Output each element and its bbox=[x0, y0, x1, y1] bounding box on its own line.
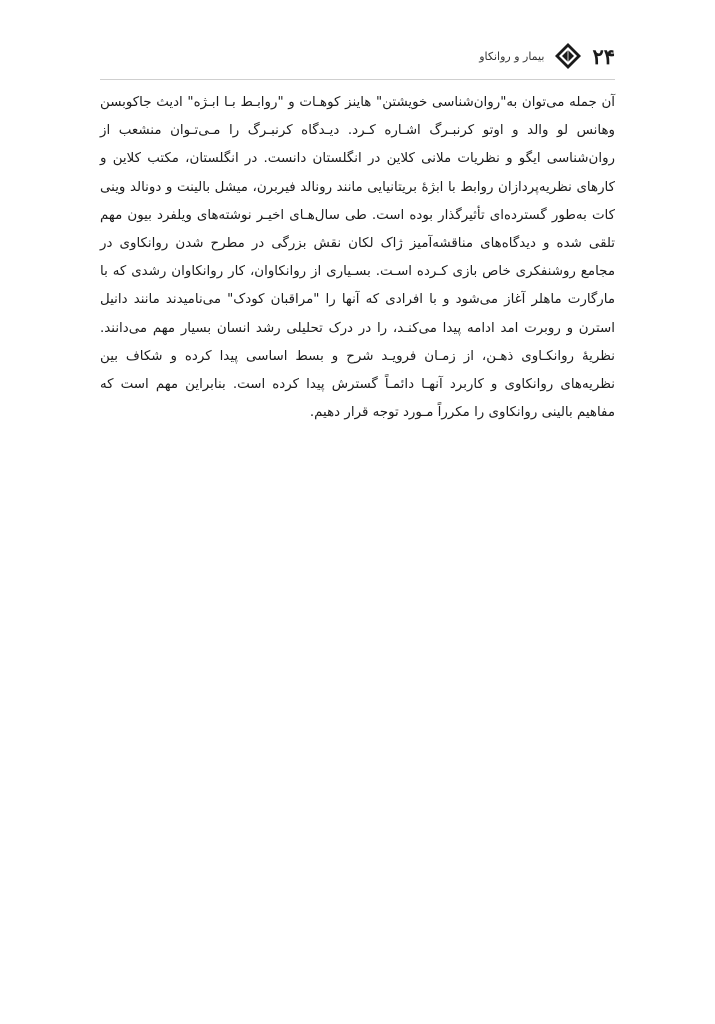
page-number: ۲۴ bbox=[592, 43, 615, 69]
running-title: بیمار و روانکاو bbox=[479, 49, 545, 63]
diamond-ornament-icon bbox=[554, 42, 582, 70]
header-rule bbox=[100, 79, 615, 80]
running-head bbox=[100, 38, 615, 74]
body-paragraph: آن جمله می‌توان به"روان‌شناسی خویشتن" هاینز کوهـات و "روابـط بـا ابـژه" ادیث جاکوبسن وهانس لو والد و اوتو کرنبـرگ اشـاره کـرد. دیـدگاه کرنبـرگ را مـی‌تـوان منشعب از روان‌شناسی ایگو و نظریات ملانی کلاین در انگلستان دانست. در انگلستان، مکتب کلاین و کارهای نظریه‌پردازان روابط با ابژهٔ بریتانیایی مانند رونالد فیربرن، میشل بالینت و دونالد وینی کات به‌طور گسترده‌ای تأثیرگذار بوده است. طی سال‌هـای اخیـر نوشته‌های ویلفرد بیون مهم تلقی شده و دیدگاه‌های مناقشه‌آمیز ژاک لکان نقش بزرگی در مطرح شدن روانکاوی در مجامع روشنفکری خاص بازی کـرده اسـت. بسـیاری از روانکاوان، کار روانکاوان رشدی که با مارگارت ماهلر آغاز می‌شود و با افرادی که آنها را "مراقبان کودک" می‌نامیدند مانند دانیل استرن و روبرت امد ادامه پیدا می‌کنـد، را در درک تحلیلی رشد انسان بسیار مهم می‌دانند. نظریهٔ روانکـاوی ذهـن، از زمـان فرویـد شرح و بسط اساسی پیدا کرده و شکاف بین نظریه‌های روانکاوی و کاربرد آنهـا دائمـاً گسترش پیدا کرده است. بنابراین مهم است که مفاهیم بالینی روانکاوی را مکرراً مـورد توجه قرار دهیم. bbox=[100, 95, 615, 421]
